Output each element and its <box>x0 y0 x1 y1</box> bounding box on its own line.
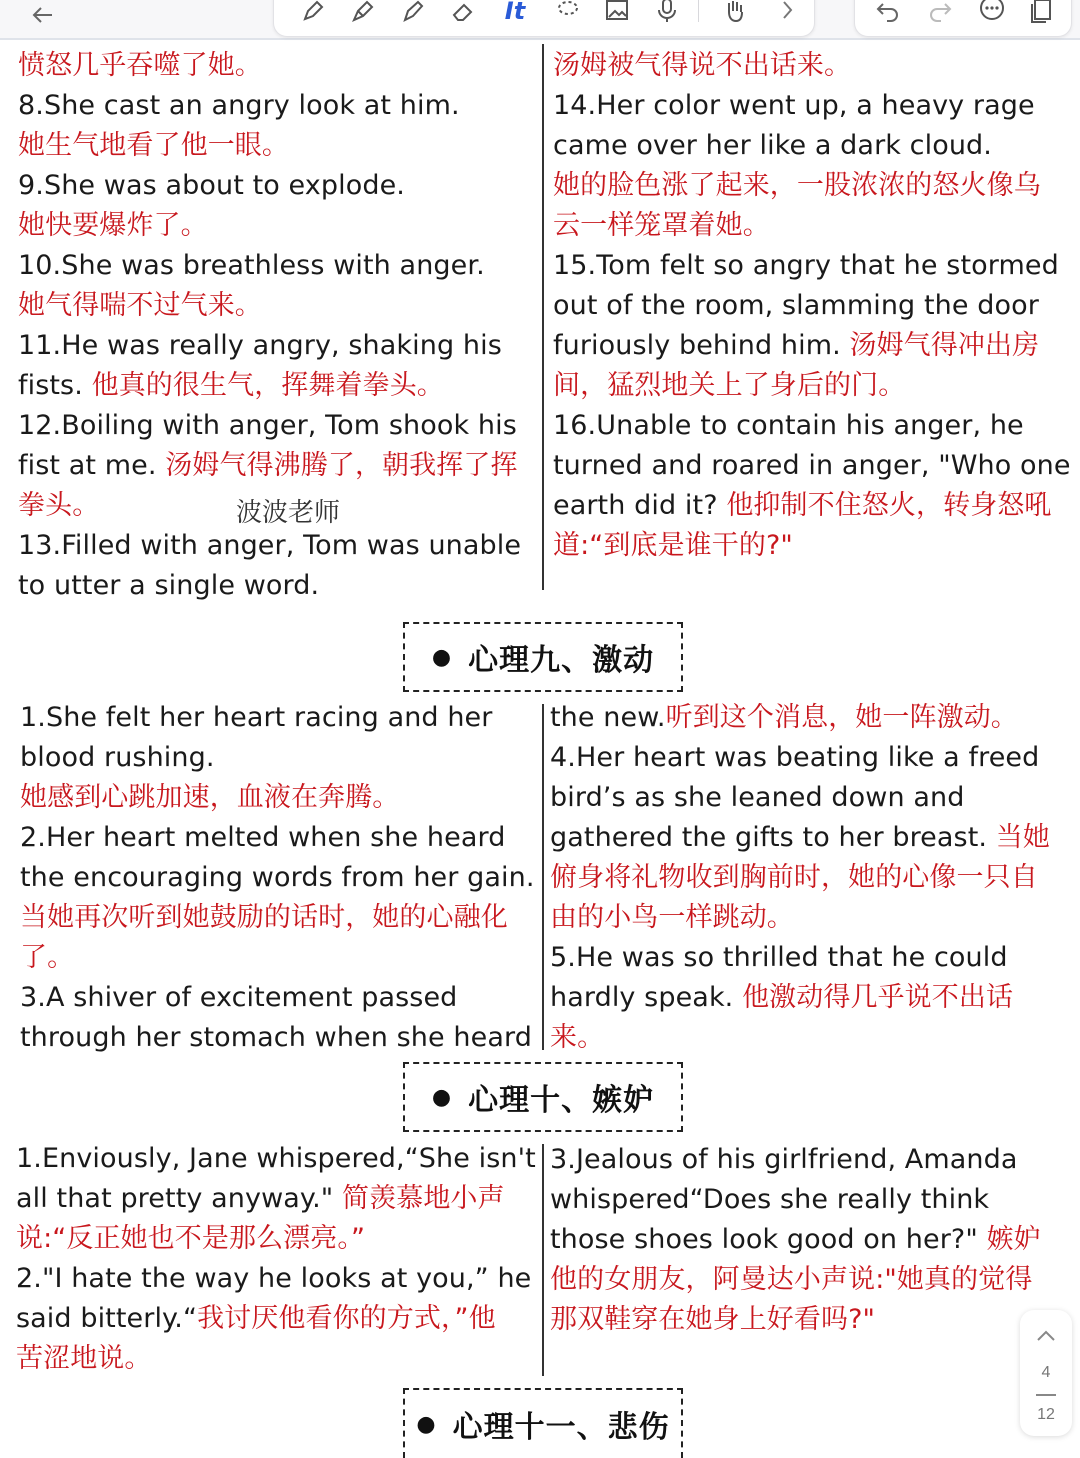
text-line <box>18 326 538 366</box>
text-line <box>550 818 1075 858</box>
text-line <box>20 938 540 978</box>
english-sentence: hardly speak. <box>550 982 743 1013</box>
text-line <box>18 566 538 606</box>
text-line <box>550 1140 1070 1180</box>
section-heading-excitement <box>403 622 683 692</box>
text-line <box>550 738 1075 778</box>
text-line <box>550 1220 1070 1260</box>
text-line <box>550 858 1075 898</box>
text-line <box>16 1179 540 1219</box>
english-sentence: all that pretty anyway." <box>16 1183 343 1214</box>
chinese-translation: 愤怒几乎吞噬了她。 <box>18 50 262 81</box>
text-line <box>553 126 1073 166</box>
bullet-icon: ● <box>431 644 453 670</box>
english-sentence: fist at me. <box>18 450 166 481</box>
text-line <box>553 366 1073 406</box>
text-line <box>550 1300 1070 1340</box>
english-sentence: 1.She felt her heart racing and her <box>20 702 493 733</box>
english-sentence: 11.He was really angry, shaking his <box>18 330 502 361</box>
chinese-translation: 由的小鸟一样跳动。 <box>550 902 794 933</box>
text-line <box>553 326 1073 366</box>
english-sentence: the encouraging words from her gain. <box>20 862 535 893</box>
history-palette <box>854 0 1072 37</box>
english-sentence: to utter a single word. <box>18 570 320 601</box>
english-sentence: fists. <box>18 370 92 401</box>
chevron-right-icon[interactable] <box>770 0 804 26</box>
text-line <box>550 1180 1070 1220</box>
english-sentence: those shoes look good on her?" <box>550 1224 987 1255</box>
text-line <box>553 526 1073 566</box>
english-sentence: furiously behind him. <box>553 330 850 361</box>
chinese-translation: 她气得喘不过气来。 <box>18 290 262 321</box>
text-line <box>553 486 1073 526</box>
text-line <box>550 698 1075 738</box>
text-line <box>18 206 538 246</box>
english-sentence: 5.He was so thrilled that he could <box>550 942 1008 973</box>
chinese-translation: 云一样笼罩着她。 <box>553 210 770 241</box>
text-line <box>550 938 1075 978</box>
text-line <box>553 86 1073 126</box>
english-sentence: 13.Filled with anger, Tom was unable <box>18 530 522 561</box>
text-line <box>20 978 540 1018</box>
text-line <box>553 446 1073 486</box>
text-line <box>16 1219 540 1259</box>
english-sentence: 8.She cast an angry look at him. <box>18 90 460 121</box>
lasso-icon[interactable] <box>550 0 584 26</box>
chinese-translation: 她的脸色涨了起来，一股浓浓的怒火像乌 <box>553 170 1041 201</box>
marker-icon[interactable] <box>396 0 430 26</box>
text-line <box>553 406 1073 446</box>
column-divider <box>542 44 544 590</box>
chinese-translation: 嫉妒 <box>986 1224 1041 1255</box>
text-line <box>16 1259 540 1299</box>
text-line <box>20 898 540 938</box>
english-sentence: 12.Boiling with anger, Tom shook his <box>18 410 517 441</box>
text-line <box>18 246 538 286</box>
page-indicator[interactable] <box>1020 1310 1072 1436</box>
english-sentence: 14.Her color went up, a heavy rage <box>553 90 1035 121</box>
section-heading-sadness <box>403 1388 683 1458</box>
redo-icon[interactable] <box>923 0 957 26</box>
column-divider <box>542 1144 544 1376</box>
english-sentence: whispered“Does she really think <box>550 1184 990 1215</box>
jealousy-left-column <box>16 1139 540 1379</box>
text-line <box>16 1299 540 1339</box>
arrow-left-icon[interactable] <box>26 0 60 30</box>
text-line <box>18 86 538 126</box>
section-title: 心理十、嫉妒 <box>468 1083 655 1118</box>
chinese-translation: 简羡慕地小声 <box>342 1183 505 1214</box>
anger-right-column <box>553 46 1073 566</box>
jealousy-right-column <box>550 1140 1070 1340</box>
pen-icon[interactable] <box>296 0 330 26</box>
english-sentence: 2."I hate the way he looks at you,” he <box>16 1263 532 1294</box>
english-sentence: 4.Her heart was beating like a freed <box>550 742 1040 773</box>
hand-icon[interactable] <box>718 0 752 26</box>
text-line <box>20 1018 540 1058</box>
chinese-translation: 她生气地看了他一眼。 <box>18 130 289 161</box>
text-line <box>18 286 538 326</box>
english-sentence: 3.Jealous of his girlfriend, Amanda <box>550 1144 1018 1175</box>
chinese-translation: 间，猛烈地关上了身后的门。 <box>553 370 906 401</box>
eraser-icon[interactable] <box>446 0 480 26</box>
chinese-translation: 汤姆气得冲出房 <box>849 330 1040 361</box>
english-sentence: earth did it? <box>553 490 727 521</box>
english-sentence: came over her like a dark cloud. <box>553 130 992 161</box>
bullet-icon: ● <box>416 1411 437 1437</box>
english-sentence: 10.She was breathless with anger. <box>18 250 485 281</box>
document-page <box>0 40 1080 1445</box>
english-sentence: turned and roared in anger, "Who one <box>553 450 1071 481</box>
excitement-right-column <box>550 698 1075 1058</box>
english-sentence: 1.Enviously, Jane whispered,“She isn't <box>16 1143 536 1174</box>
tool-palette <box>273 0 815 37</box>
top-toolbar <box>0 0 1080 40</box>
english-sentence: blood rushing. <box>20 742 215 773</box>
text-line <box>16 1339 540 1379</box>
section-title: 心理十一、悲伤 <box>452 1410 670 1445</box>
current-page: 4 <box>1041 1364 1051 1381</box>
undo-icon[interactable] <box>871 0 905 26</box>
text-line <box>18 126 538 166</box>
chinese-translation: 道:“到底是谁干的?" <box>553 530 793 561</box>
chevron-up-icon[interactable] <box>1020 1322 1072 1348</box>
english-sentence: 9.She was about to explode. <box>18 170 405 201</box>
chinese-translation: 他激动得几乎说不出话 <box>742 982 1014 1013</box>
column-divider <box>542 704 544 1050</box>
chinese-translation: 她感到心跳加速，血液在奔腾。 <box>20 782 400 813</box>
chinese-translation: 听到这个消息，她一阵激动。 <box>665 702 1018 733</box>
text-line <box>20 738 540 778</box>
section-heading-jealousy <box>403 1062 683 1132</box>
pages-icon[interactable] <box>1025 0 1059 26</box>
text-line <box>553 46 1073 86</box>
bullet-icon: ● <box>431 1084 453 1110</box>
english-sentence: 15.Tom felt so angry that he stormed <box>553 250 1059 281</box>
text-line <box>553 286 1073 326</box>
microphone-icon[interactable] <box>650 0 684 26</box>
english-sentence: out of the room, slamming the door <box>553 290 1039 321</box>
english-sentence: the new. <box>550 702 666 733</box>
text-line <box>18 406 538 446</box>
english-sentence: gathered the gifts to her breast. <box>550 822 996 853</box>
text-tool-label: It <box>504 0 526 25</box>
english-sentence: bird’s as she leaned down and <box>550 782 965 813</box>
text-line <box>553 246 1073 286</box>
chinese-translation: 俯身将礼物收到胸前时，她的心像一只自 <box>550 862 1038 893</box>
highlighter-icon[interactable] <box>346 0 380 26</box>
text-line <box>18 366 538 406</box>
text-line <box>553 166 1073 206</box>
text-line <box>550 1018 1075 1058</box>
excitement-left-column <box>20 698 540 1058</box>
chinese-translation: 那双鞋穿在她身上好看吗?" <box>550 1304 876 1335</box>
chinese-translation: 我讨厌他看你的方式，”他 <box>197 1303 496 1334</box>
chinese-translation: 苦涩地说。 <box>16 1343 152 1374</box>
text-line <box>18 526 538 566</box>
total-pages: 12 <box>1037 1406 1055 1423</box>
text-line <box>18 46 538 86</box>
chinese-translation: 汤姆气得沸腾了，朝我挥了挥 <box>165 450 518 481</box>
text-line <box>20 698 540 738</box>
chinese-translation: 当她 <box>995 822 1050 853</box>
english-sentence: 3.A shiver of excitement passed <box>20 982 458 1013</box>
chinese-translation: 了。 <box>20 942 75 973</box>
text-tool-icon[interactable] <box>498 0 532 26</box>
chinese-translation: 来。 <box>550 1022 605 1053</box>
chinese-translation: 她快要爆炸了。 <box>18 210 208 241</box>
chinese-translation: 他真的很生气，挥舞着拳头。 <box>91 370 444 401</box>
english-sentence: through her stomach when she heard <box>20 1022 532 1053</box>
text-line <box>20 818 540 858</box>
section-title: 心理九、激动 <box>468 643 655 678</box>
english-sentence: said bitterly.“ <box>16 1303 198 1334</box>
more-icon[interactable] <box>975 0 1009 26</box>
text-line <box>20 778 540 818</box>
text-line <box>18 166 538 206</box>
text-line <box>18 446 538 486</box>
text-line <box>553 206 1073 246</box>
image-icon[interactable] <box>600 0 634 26</box>
text-line <box>20 858 540 898</box>
text-line <box>550 978 1075 1018</box>
text-line <box>16 1139 540 1179</box>
chinese-translation: 他的女朋友，阿曼达小声说:"她真的觉得 <box>550 1264 1033 1295</box>
chinese-translation: 当她再次听到她鼓励的话时，她的心融化 <box>20 902 508 933</box>
text-line <box>550 778 1075 818</box>
text-line <box>550 898 1075 938</box>
text-line <box>550 1260 1070 1300</box>
english-sentence: 2.Her heart melted when she heard <box>20 822 506 853</box>
chinese-translation: 拳头。 <box>18 490 100 521</box>
english-sentence: 16.Unable to contain his anger, he <box>553 410 1024 441</box>
chinese-translation: 说:“反正她也不是那么漂亮。” <box>16 1223 366 1254</box>
author-watermark: 波波老师 <box>236 498 341 528</box>
page-separator <box>1036 1394 1056 1396</box>
chinese-translation: 汤姆被气得说不出话来。 <box>553 50 852 81</box>
chinese-translation: 他抑制不住怒火，转身怒吼 <box>726 490 1052 521</box>
